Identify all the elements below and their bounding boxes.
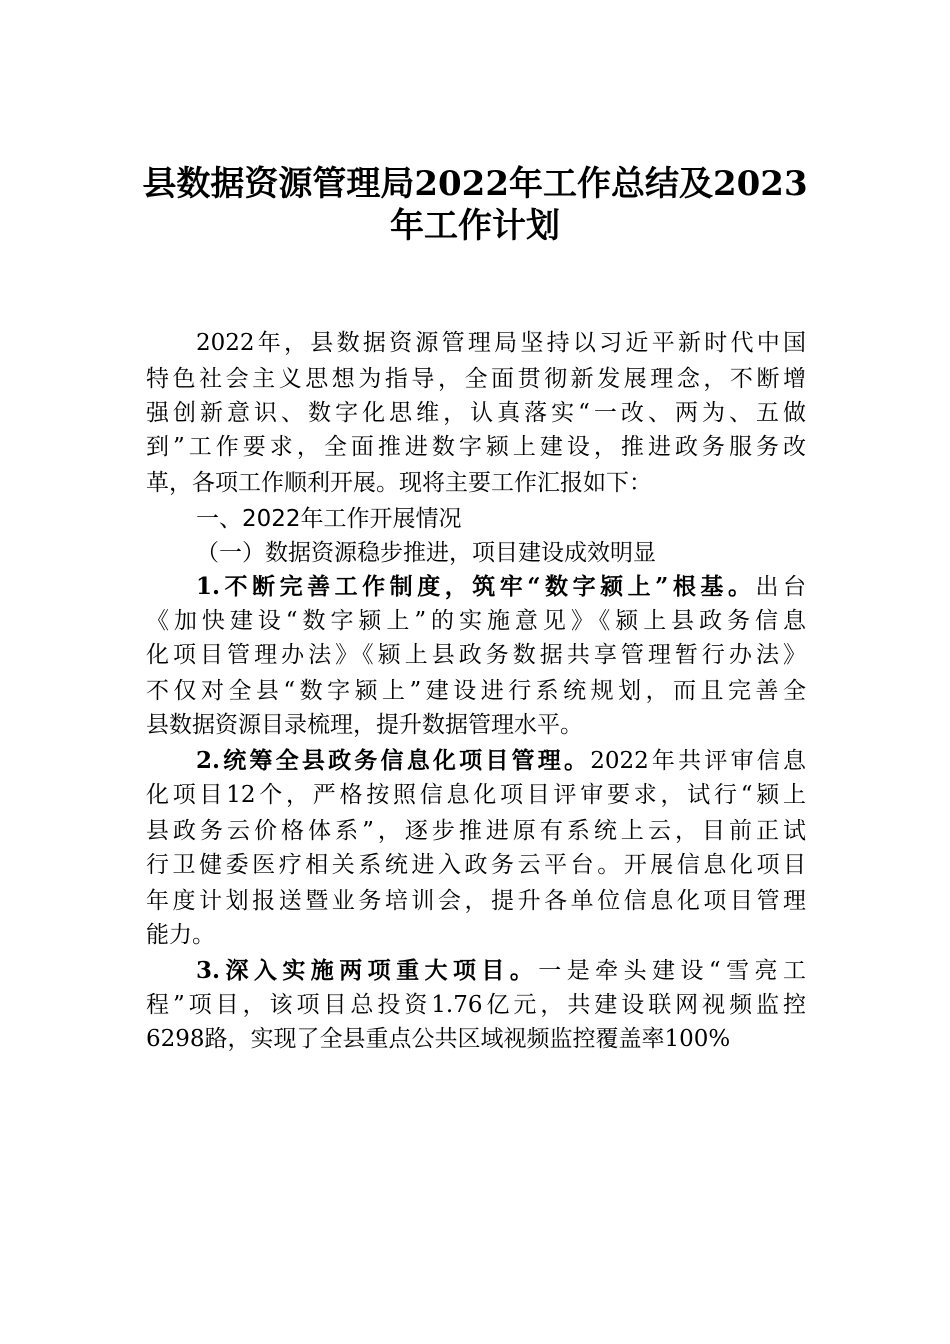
item1-line-3: 化项目管理办法》《颍上县政务数据共享管理暂行办法》: [146, 642, 806, 668]
item2-line-4: 行卫健委医疗相关系统进入政务云平台。开展信息化项目: [146, 852, 806, 878]
item3-line-2: 程”项目，该项目总投资1.76亿元，共建设联网视频监控: [146, 992, 806, 1018]
item1-first-line: [196, 572, 806, 602]
document-title-line-2: 年工作计划: [390, 206, 560, 246]
item2-line-5: 年度计划报送暨业务培训会，提升各单位信息化项目管理: [146, 888, 806, 914]
item2-bold-lead: 2.统筹全县政务信息化项目管理。: [196, 747, 591, 774]
item2-line-6: 能力。: [146, 922, 215, 948]
item1-line-2: 《加快建设“数字颍上”的实施意见》《颍上县政务信息: [146, 608, 806, 634]
item3-bold-lead: 3.深入实施两项重大项目。: [196, 957, 539, 984]
item3-first-line: [196, 956, 806, 986]
item2-first-rest: 2022年共评审信息: [590, 748, 806, 774]
item1-first-rest: 出台: [755, 574, 806, 600]
item3-first-rest: 一是牵头建设“雪亮工: [538, 958, 806, 984]
intro-line-3: 强创新意识、数字化思维，认真落实“一改、两为、五做: [146, 400, 806, 426]
item3-line-3: 6298路，实现了全县重点公共区域视频监控覆盖率100%: [146, 1026, 731, 1052]
item2-first-line: [196, 746, 806, 776]
intro-line-4: 到”工作要求，全面推进数字颍上建设，推进政务服务改: [146, 434, 806, 460]
item1-bold-lead: 1.不断完善工作制度，筑牢“数字颍上”根基。: [196, 573, 756, 600]
item1-line-5: 县数据资源目录梳理，提升数据管理水平。: [146, 712, 583, 738]
intro-line-1: 2022年，县数据资源管理局坚持以习近平新时代中国: [196, 330, 806, 356]
item2-line-2: 化项目12个，严格按照信息化项目评审要求，试行“颍上: [146, 782, 806, 808]
document-title-line-1: 县数据资源管理局2022年工作总结及2023: [142, 164, 808, 204]
section-heading: 一、2022年工作开展情况: [196, 506, 462, 532]
item1-line-4: 不仅对全县“数字颍上”建设进行系统规划，而且完善全: [146, 678, 806, 704]
intro-line-2: 特色社会主义思想为指导，全面贯彻新发展理念，不断增: [146, 366, 806, 392]
subsection-heading: （一）数据资源稳步推进，项目建设成效明显: [196, 540, 656, 566]
intro-line-5: 革，各项工作顺利开展。现将主要工作汇报如下：: [146, 470, 652, 496]
item2-line-3: 县政务云价格体系”，逐步推进原有系统上云，目前正试: [146, 818, 806, 844]
